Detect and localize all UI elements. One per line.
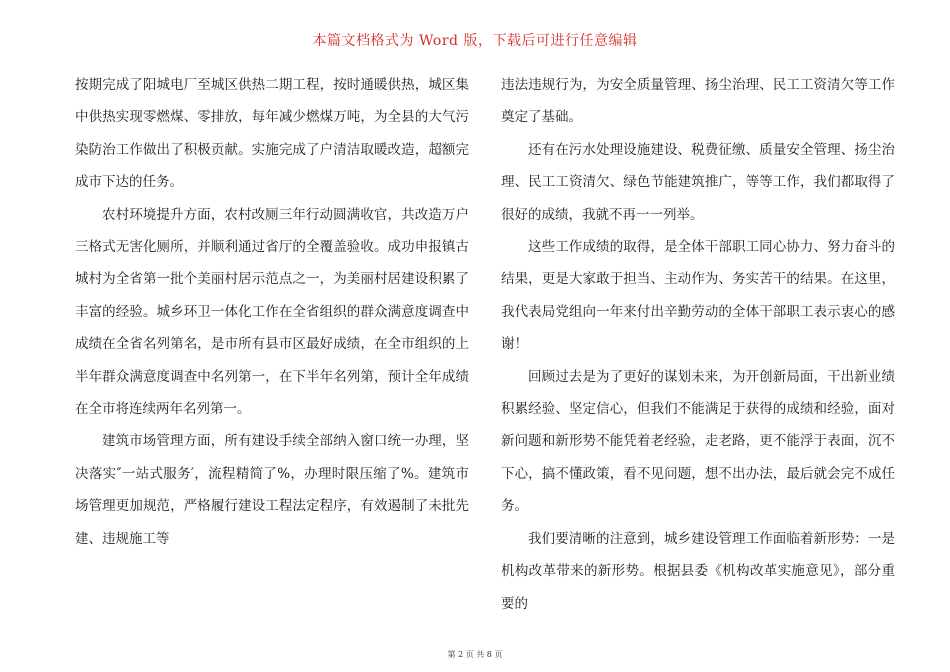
- paragraph: 这些工作成绩的取得，是全体干部职工同心协力、努力奋斗的结果，更是大家敢于担当、主动作为、务实苦干的结果。在这里，我代表局党组向一年来付出辛勤劳动的全体干部职工表示衷心的感谢！: [501, 239, 895, 353]
- paragraph: 回顾过去是为了更好的谋划未来，为开创新局面，干出新业绩积累经验、坚定信心，但我们不能满足于获得的成绩和经验，面对新问题和新形势不能凭着老经验，走老路，更不能浮于表面，沉不下心，搞不懂政策，看不见问题，想不出办法，最后就会完不成任务。: [501, 368, 895, 515]
- paragraph: 还有在污水处理设施建设、税费征缴、质量安全管理、扬尘治理、民工工资清欠、绿色节能建筑推广，等等工作，我们都取得了很好的成绩，我就不再一一列举。: [501, 141, 895, 223]
- paragraph: 建筑市场管理方面，所有建设手续全部纳入窗口统一办理，坚决落实″一站式服务′，流程精简了%，办理时限压缩了%。建筑市场管理更加规范，严格履行建设工程法定程序，有效遏制了未批先建、违规施工等: [75, 433, 469, 547]
- paragraph: 农村环境提升方面，农村改厕三年行动圆满收官，共改造万户三格式无害化厕所，并顺利通过省厅的全覆盖验收。成功申报镇古城村为全省第一批个美丽村居示范点之一，为美丽村居建设积累了丰富的经验。城乡环卫一体化工作在全省组织的群众满意度调查中成绩在全省名列第名，是市所有县市区最好成绩，在全市组织的上半年群众满意度调查中名列第一，在下半年名列第，预计全年成绩在全市将连续两年名列第一。: [75, 206, 469, 418]
- document-header-banner: 本篇文档格式为 Word 版，下载后可进行任意编辑: [312, 33, 638, 49]
- paragraph: 按期完成了阳城电厂至城区供热二期工程，按时通暖供热，城区集中供热实现零燃煤、零排放，每年减少燃煤万吨，为全县的大气污染防治工作做出了积极贡献。实施完成了户清洁取暖改造，超额完成市下达的任务。: [75, 77, 469, 191]
- right-text-column: [501, 69, 895, 620]
- page-number-footer: 第 2 页 共 8 页: [447, 650, 503, 659]
- paragraph: 我们要清晰的注意到，城乡建设管理工作面临着新形势：一是机构改革带来的新形势。根据县委《机构改革实施意见》，部分重要的: [501, 530, 895, 612]
- left-text-column: [75, 69, 469, 555]
- paragraph: 违法违规行为，为安全质量管理、扬尘治理、民工工资清欠等工作奠定了基础。: [501, 77, 895, 126]
